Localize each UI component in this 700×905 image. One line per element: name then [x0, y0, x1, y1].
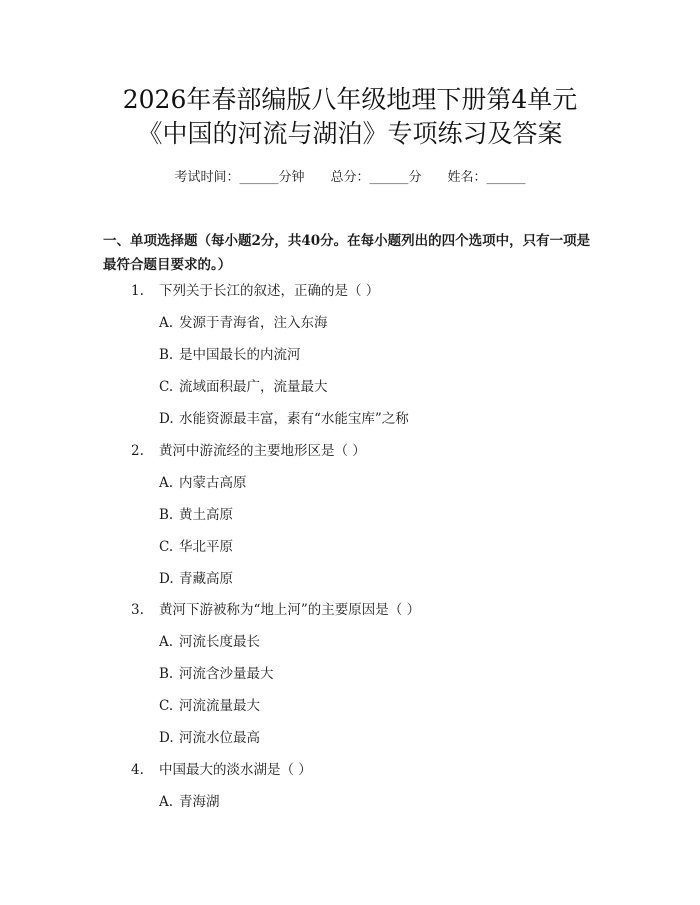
option-text: 青藏高原 [179, 571, 233, 587]
exam-info-line [0, 168, 700, 188]
question-number: 4. [131, 762, 144, 778]
question-3-option-b [159, 664, 274, 684]
option-text: 河流水位最高 [179, 730, 260, 746]
question-text: 黄河下游被称为“地上河”的主要原因是（ ） [159, 602, 421, 618]
option-text: 黄土高原 [179, 507, 233, 523]
option-letter: C. [159, 698, 174, 714]
option-letter: B. [159, 666, 174, 682]
question-text: 中国最大的淡水湖是（ ） [159, 762, 312, 778]
student-name-field: 姓名：______ [447, 170, 526, 185]
option-letter: A. [159, 794, 174, 810]
option-letter: D. [159, 730, 174, 746]
question-text: 黄河中游流经的主要地形区是（ ） [159, 443, 366, 459]
option-text: 内蒙古高原 [179, 475, 247, 491]
question-text: 下列关于长江的叙述，正确的是（ ） [159, 283, 380, 299]
option-text: 河流流量最大 [179, 698, 260, 714]
question-1-option-a [159, 313, 328, 333]
question-2-option-c [159, 537, 233, 557]
option-letter: C. [159, 539, 174, 555]
question-4 [131, 760, 312, 780]
question-1-option-c [159, 377, 328, 397]
option-letter: A. [159, 475, 174, 491]
option-text: 河流长度最长 [179, 634, 260, 650]
question-4-option-a [159, 792, 220, 812]
section-heading: 一、单项选择题（每小题2分，共40分。在每小题列出的四个选项中，只有一项是最符合题目要求的。） [103, 233, 591, 273]
option-letter: B. [159, 507, 174, 523]
exam-time-field: 考试时间：______分钟 [174, 170, 305, 185]
exam-title-line-2: 《中国的河流与湖泊》专项练习及答案 [137, 119, 563, 148]
option-text: 青海湖 [179, 794, 220, 810]
question-number: 3. [131, 602, 144, 618]
exam-title-line-1: 2026年春部编版八年级地理下册第4单元 [122, 85, 578, 114]
option-letter: B. [159, 347, 174, 363]
option-text: 是中国最长的内流河 [179, 347, 301, 363]
option-letter: C. [159, 379, 174, 395]
question-3 [131, 600, 420, 620]
question-1-option-d [159, 409, 409, 429]
option-letter: A. [159, 634, 174, 650]
option-letter: D. [159, 411, 174, 427]
question-number: 1. [131, 283, 144, 299]
question-1-option-b [159, 345, 301, 365]
question-2-option-b [159, 505, 233, 525]
option-text: 河流含沙量最大 [179, 666, 274, 682]
question-2-option-a [159, 473, 247, 493]
option-text: 流域面积最广，流量最大 [179, 379, 328, 395]
question-3-option-d [159, 728, 260, 748]
question-1 [131, 281, 379, 301]
question-3-option-a [159, 632, 260, 652]
question-3-option-c [159, 696, 260, 716]
question-2 [131, 441, 366, 461]
option-letter: A. [159, 315, 174, 331]
option-text: 华北平原 [179, 539, 233, 555]
option-text: 水能资源最丰富，素有“水能宝库”之称 [179, 411, 409, 427]
question-2-option-d [159, 569, 233, 589]
option-letter: D. [159, 571, 174, 587]
question-number: 2. [131, 443, 144, 459]
total-score-field: 总分：______分 [330, 170, 422, 185]
option-text: 发源于青海省，注入东海 [179, 315, 328, 331]
